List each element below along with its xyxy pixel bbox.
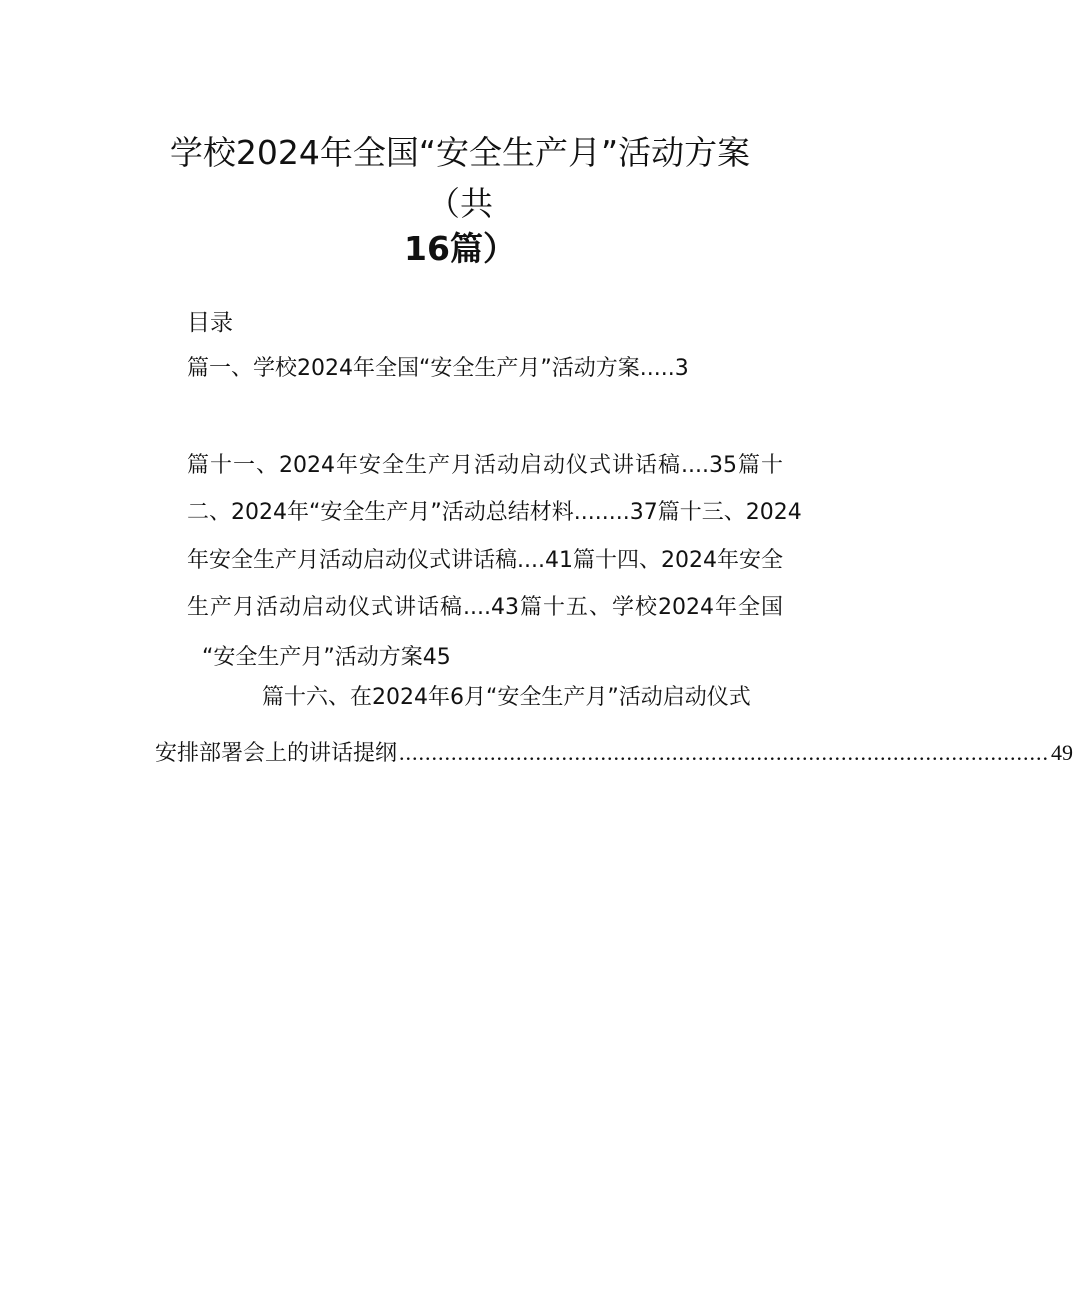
toc-dot-leader: .................................................................................................... — [399, 740, 1050, 765]
toc-entry-4 — [187, 546, 783, 576]
toc-entry-3 — [187, 498, 802, 528]
document-title-line-3: 16篇） — [404, 229, 516, 268]
toc-entry-text: 年安全生产月活动启动仪式讲话稿....41篇十四、2024年安全 — [187, 548, 783, 573]
toc-page-number: 49 — [1051, 740, 1073, 765]
toc-entry-last-text: 安排部署会上的讲话提纲 — [155, 741, 398, 766]
toc-entry-text: 篇十一、2024年安全生产月活动启动仪式讲话稿....35篇十 — [187, 453, 783, 478]
toc-entry-2 — [187, 451, 783, 481]
toc-entry-6: “安全生产月”活动方案45 — [202, 645, 451, 670]
toc-entry-text: 二、2024年“安全生产月”活动总结材料........37篇十三、2024 — [187, 500, 802, 525]
toc-entry-7: 篇十六、在2024年6月“安全生产月”活动启动仪式 — [262, 685, 751, 710]
document-title-line-1: 学校2024年全国“安全生产月”活动方案 — [169, 133, 751, 172]
toc-entry-1: 篇一、学校2024年全国“安全生产月”活动方案.....3 — [187, 356, 689, 381]
toc-entry-5 — [187, 593, 783, 623]
document-title-line-2: （共 — [427, 184, 493, 223]
toc-heading: 目录 — [187, 310, 233, 336]
toc-entry-last — [155, 738, 1073, 769]
toc-entry-text: 生产月活动启动仪式讲话稿....43篇十五、学校2024年全国 — [187, 595, 783, 620]
